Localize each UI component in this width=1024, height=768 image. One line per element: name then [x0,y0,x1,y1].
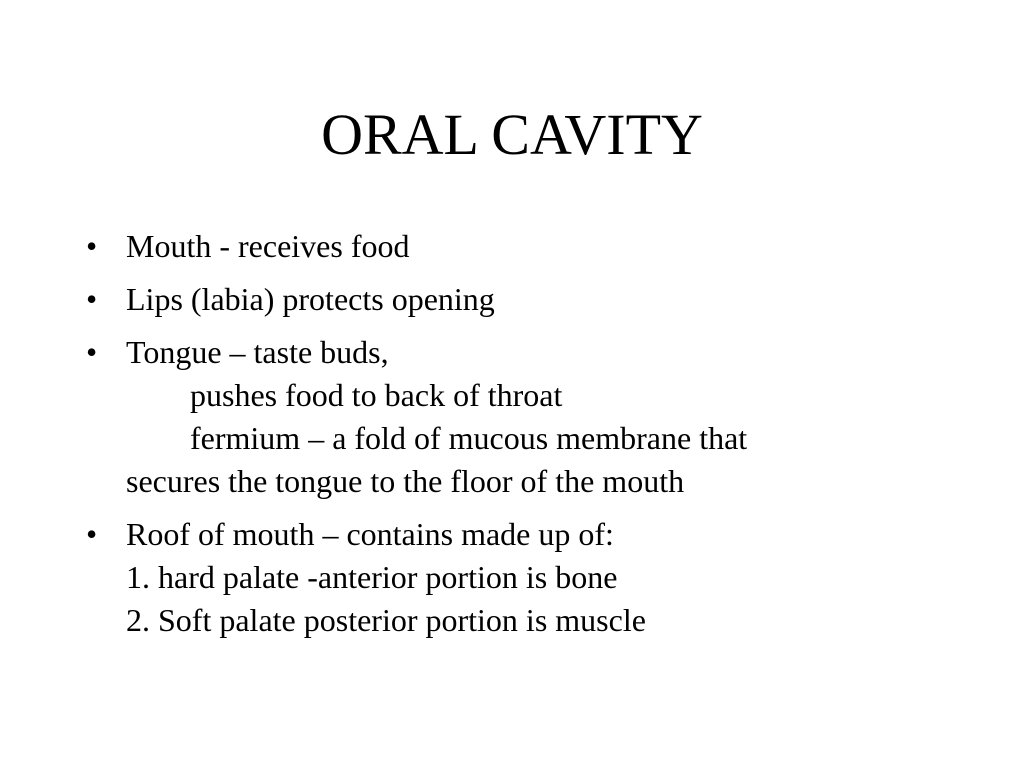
slide-title: ORAL CAVITY [321,102,703,167]
bullet-icon: • [86,516,98,552]
bullet-item-mouth [86,225,986,268]
bullet-text: Lips (labia) protects opening [126,281,495,317]
bullet-text: Tongue – taste buds, [126,334,389,370]
bullet-subline: pushes food to back of throat [190,377,563,413]
bullet-text: Roof of mouth – contains made up of: [126,516,614,552]
bullet-list [86,225,986,652]
bullet-text: Mouth - receives food [126,228,410,264]
bullet-subline: 1. hard palate -anterior portion is bone [126,559,618,595]
bullet-subline: 2. Soft palate posterior portion is muscle [126,602,646,638]
bullet-subline: secures the tongue to the floor of the mouth [126,463,685,499]
bullet-item-tongue [86,331,986,503]
bullet-item-lips [86,278,986,321]
bullet-icon: • [86,281,98,317]
bullet-icon: • [86,228,98,264]
bullet-subline: fermium – a fold of mucous membrane that [190,420,748,456]
bullet-item-roof [86,513,986,642]
bullet-icon: • [86,334,98,370]
